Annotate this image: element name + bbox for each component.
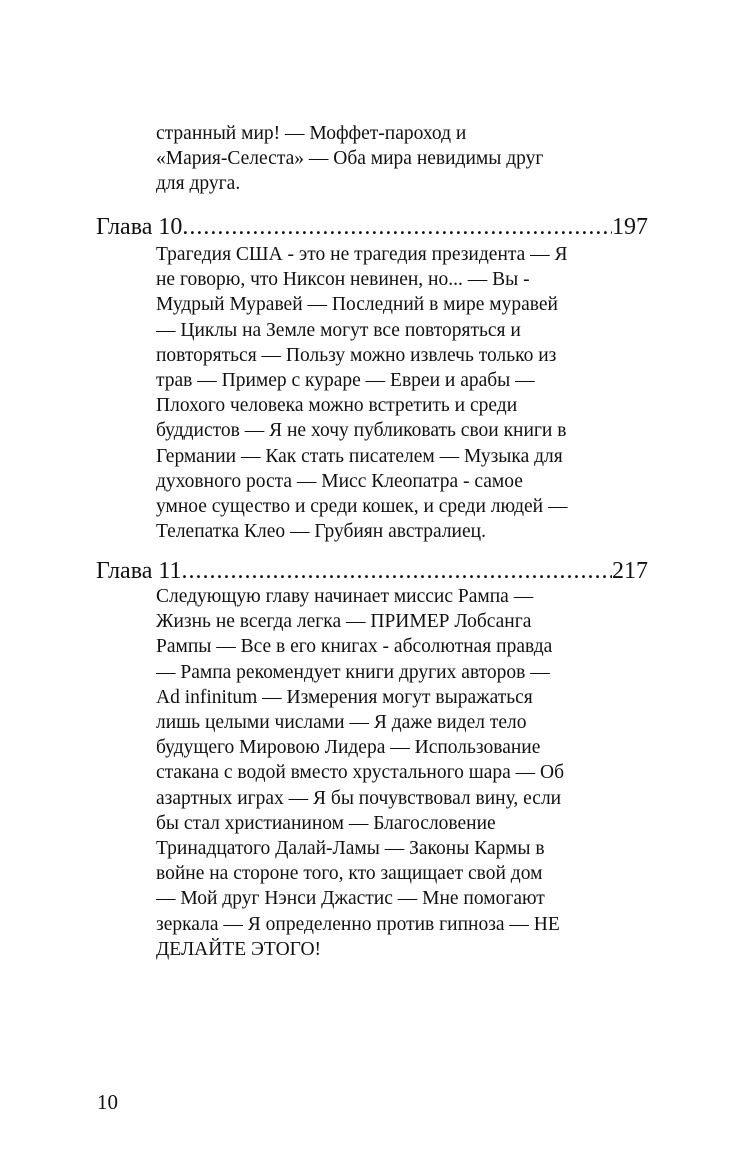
description-line: — Рампа рекомендует книги других авторов — <box>156 661 550 683</box>
description-line: не говорю, что Никсон невинен, но... — Вы - <box>156 269 530 291</box>
description-line: — Мой друг Нэнси Джастис — Мне помогают <box>156 888 545 910</box>
description-line: Мудрый Муравей — Последний в мире муравей <box>156 294 558 316</box>
description-line: повторяться — Пользу можно извлечь только из <box>156 344 557 366</box>
chapter-10-description <box>156 242 596 544</box>
intro-description <box>156 121 596 197</box>
description-line: «Мария-Селеста» — Оба мира невидимы друг <box>156 148 544 170</box>
description-line: странный мир! — Моффет-пароход и <box>156 123 467 144</box>
chapter-page-number: 217 <box>612 558 648 584</box>
chapter-title: Глава 11 <box>96 558 182 584</box>
chapter-page-number: 197 <box>612 214 648 240</box>
description-line: Жизнь не всегда легка — ПРИМЕР Лобсанга <box>156 611 532 633</box>
description-line: ДЕЛАЙТЕ ЭТОГО! <box>156 938 322 960</box>
dot-leader <box>181 556 612 586</box>
dot-leader <box>182 212 612 242</box>
description-line: Германии — Как стать писателем — Музыка для <box>156 445 563 467</box>
description-line: трав — Пример с кураре — Евреи и арабы — <box>156 370 535 392</box>
chapter-11-description <box>156 584 596 962</box>
description-line: умное существо и среди кошек, и среди людей — <box>156 496 568 518</box>
description-line: войне на стороне того, кто защищает свой дом <box>156 863 543 885</box>
description-line: Ad infinitum — Измерения могут выражаться <box>156 686 533 708</box>
description-line: стакана с водой вместо хрустального шара — Об <box>156 762 565 784</box>
description-line: Следующую главу начинает миссис Рампа — <box>156 586 534 607</box>
description-line: лишь целыми числами — Я даже видел тело <box>156 712 527 734</box>
description-line: бы стал христианином — Благословение <box>156 812 496 834</box>
toc-entry-chapter-11 <box>96 556 648 586</box>
description-line: духовного роста — Мисс Клеопатра - самое <box>156 470 523 492</box>
page-number: 10 <box>97 1090 118 1114</box>
chapter-title: Глава 10 <box>96 214 183 240</box>
description-line: Трагедия США - это не трагедия президента — Я <box>156 244 568 265</box>
description-line: Плохого человека можно встретить и среди <box>156 395 518 417</box>
description-line: — Циклы на Земле могут все повторяться и <box>156 319 521 341</box>
description-line: Телепатка Клео — Грубиян австралиец. <box>156 521 486 543</box>
description-line: азартных играх — Я бы почувствовал вину, если <box>156 787 562 809</box>
description-line: будущего Мировою Лидера — Использование <box>156 737 541 759</box>
description-line: Тринадцатого Далай-Ламы — Законы Кармы в <box>156 838 545 860</box>
description-line: Рампы — Все в его книгах - абсолютная правда <box>156 636 553 658</box>
toc-entry-chapter-10 <box>96 212 648 242</box>
description-line: зеркала — Я определенно против гипноза — НЕ <box>156 913 560 935</box>
description-line: буддистов — Я не хочу публиковать свои книги в <box>156 420 567 442</box>
description-line: для друга. <box>156 173 241 195</box>
